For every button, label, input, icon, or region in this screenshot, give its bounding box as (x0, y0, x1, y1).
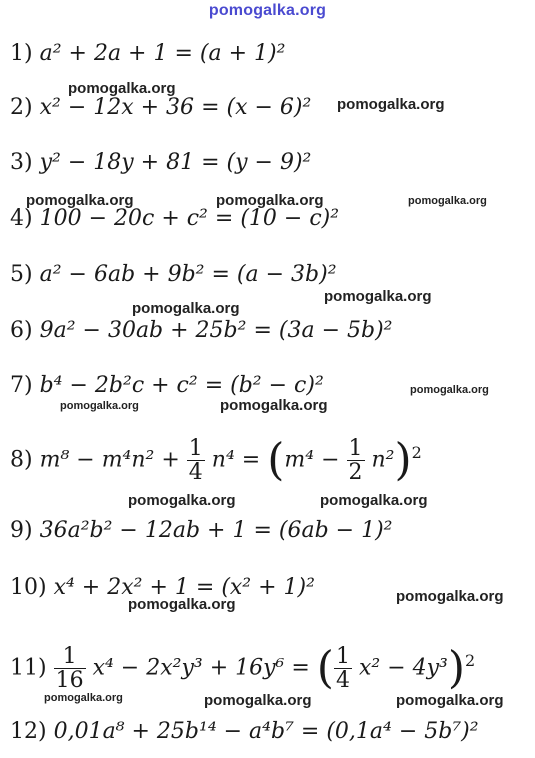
equation-lhs-end: x⁴ − 2x²y³ + 16y⁶ = (92, 655, 310, 681)
watermark: pomogalka.org (220, 397, 328, 414)
equation-label: 4) (10, 206, 33, 231)
equation-rhs: (y − 9)² (226, 150, 312, 175)
equation-lhs: y² − 18y + 81 (39, 150, 195, 175)
equation-5: 5) a² − 6ab + 9b² = (a − 3b)² (10, 262, 337, 287)
equation-rhs: (0,1a⁴ − 5b⁷)² (326, 719, 479, 744)
equation-4: 4) 100 − 20c + c² = (10 − c)² (10, 206, 340, 231)
equation-lhs: 0,01a⁸ + 25b¹⁴ − a⁴b⁷ (53, 719, 294, 744)
equation-lhs-start: m⁸ − m⁴n² + (39, 447, 180, 473)
equation-label: 5) (10, 262, 33, 287)
equation-label: 6) (10, 318, 33, 343)
equation-7: 7) b⁴ − 2b²c + c² = (b² − c)² (10, 373, 324, 398)
equation-11: 11) $\frac{1}{16}$ x⁴ − 2x²y³ + 16y⁶ = ( $\frac{1}{4}$ x² − 4y³)$^2$ (10, 642, 476, 694)
watermark: pomogalka.org (320, 492, 428, 509)
fraction-denominator: 4 (188, 459, 203, 485)
watermark: pomogalka.org (60, 400, 139, 412)
equation-12: 12) 0,01a⁸ + 25b¹⁴ − a⁴b⁷ = (0,1a⁴ − 5b⁷)² (10, 719, 479, 744)
fraction-numerator: 1 (335, 643, 350, 669)
equation-label: 12) (10, 719, 47, 744)
equation-3: 3) y² − 18y + 81 = (y − 9)² (10, 150, 312, 175)
fraction-numerator: 1 (188, 435, 203, 461)
equation-label: 9) (10, 518, 33, 543)
watermark: pomogalka.org (44, 692, 123, 704)
equation-1: 1) a² + 2a + 1 = (a + 1)² (10, 41, 286, 66)
watermark: pomogalka.org (68, 80, 176, 97)
equation-label: 10) (10, 575, 47, 600)
watermark: pomogalka.org (410, 384, 489, 396)
watermark: pomogalka.org (128, 596, 236, 613)
fraction (187, 437, 205, 484)
equation-lhs-end: n⁴ = (211, 447, 261, 473)
fraction (347, 437, 365, 484)
equation-rhs-start: m⁴ − (284, 447, 340, 473)
equation-label: 3) (10, 150, 33, 175)
equation-lhs: b⁴ − 2b²c + c² (39, 373, 198, 398)
equation-label: 8) (10, 447, 33, 473)
site-header-watermark: pomogalka.org (208, 2, 327, 19)
equation-rhs: (a + 1)² (199, 41, 286, 66)
equation-lhs: 9a² − 30ab + 25b² (39, 318, 247, 343)
equation-6: 6) 9a² − 30ab + 25b² = (3a − 5b)² (10, 318, 393, 343)
fraction-denominator: 4 (335, 667, 350, 693)
equation-rhs: (6ab − 1)² (278, 518, 393, 543)
equation-9: 9) 36a²b² − 12ab + 1 = (6ab − 1)² (10, 518, 393, 543)
equation-label: 11) (10, 655, 47, 681)
equation-2: 2) x² − 12x + 36 = (x − 6)² (10, 95, 312, 120)
equation-lhs: 100 − 20c + c² (39, 206, 208, 231)
equation-rhs: (a − 3b)² (236, 262, 337, 287)
watermark: pomogalka.org (204, 692, 312, 709)
fraction-denominator: 2 (348, 459, 363, 485)
equation-lhs: a² − 6ab + 9b² (39, 262, 205, 287)
fraction (334, 645, 352, 692)
equation-rhs: (3a − 5b)² (278, 318, 393, 343)
fraction-numerator: 1 (348, 435, 363, 461)
watermark: pomogalka.org (216, 192, 324, 209)
equation-lhs: x² − 12x + 36 (39, 95, 195, 120)
watermark: pomogalka.org (132, 300, 240, 317)
exponent: 2 (411, 443, 422, 462)
equation-rhs-end: x² − 4y³ (358, 655, 448, 681)
watermark: pomogalka.org (324, 288, 432, 305)
equation-rhs-end: n² (371, 447, 395, 473)
equation-lhs: x⁴ + 2x² + 1 (53, 575, 189, 600)
equation-10: 10) x⁴ + 2x² + 1 = (x² + 1)² (10, 575, 315, 600)
watermark: pomogalka.org (396, 692, 504, 709)
equation-rhs: (10 − c)² (240, 206, 340, 231)
watermark: pomogalka.org (396, 588, 504, 605)
watermark: pomogalka.org (128, 492, 236, 509)
watermark: pomogalka.org (337, 96, 445, 113)
equation-lhs: a² + 2a + 1 (39, 41, 168, 66)
watermark: pomogalka.org (26, 192, 134, 209)
fraction-numerator: 1 (62, 643, 77, 669)
equation-8: 8) m⁸ − m⁴n² + $\frac{1}{4}$ n⁴ = (m⁴ − $\frac{1}{2}$ n²)$^2$ (10, 434, 422, 486)
exponent: 2 (465, 651, 476, 670)
equation-label: 7) (10, 373, 33, 398)
fraction-denominator: 16 (55, 667, 84, 693)
watermark: pomogalka.org (408, 195, 487, 207)
equation-label: 2) (10, 95, 33, 120)
fraction (54, 645, 86, 692)
equation-rhs: (b² − c)² (230, 373, 324, 398)
equation-rhs: (x² + 1)² (221, 575, 315, 600)
equation-rhs: (x − 6)² (226, 95, 312, 120)
equation-label: 1) (10, 41, 33, 66)
equation-lhs: 36a²b² − 12ab + 1 (39, 518, 247, 543)
